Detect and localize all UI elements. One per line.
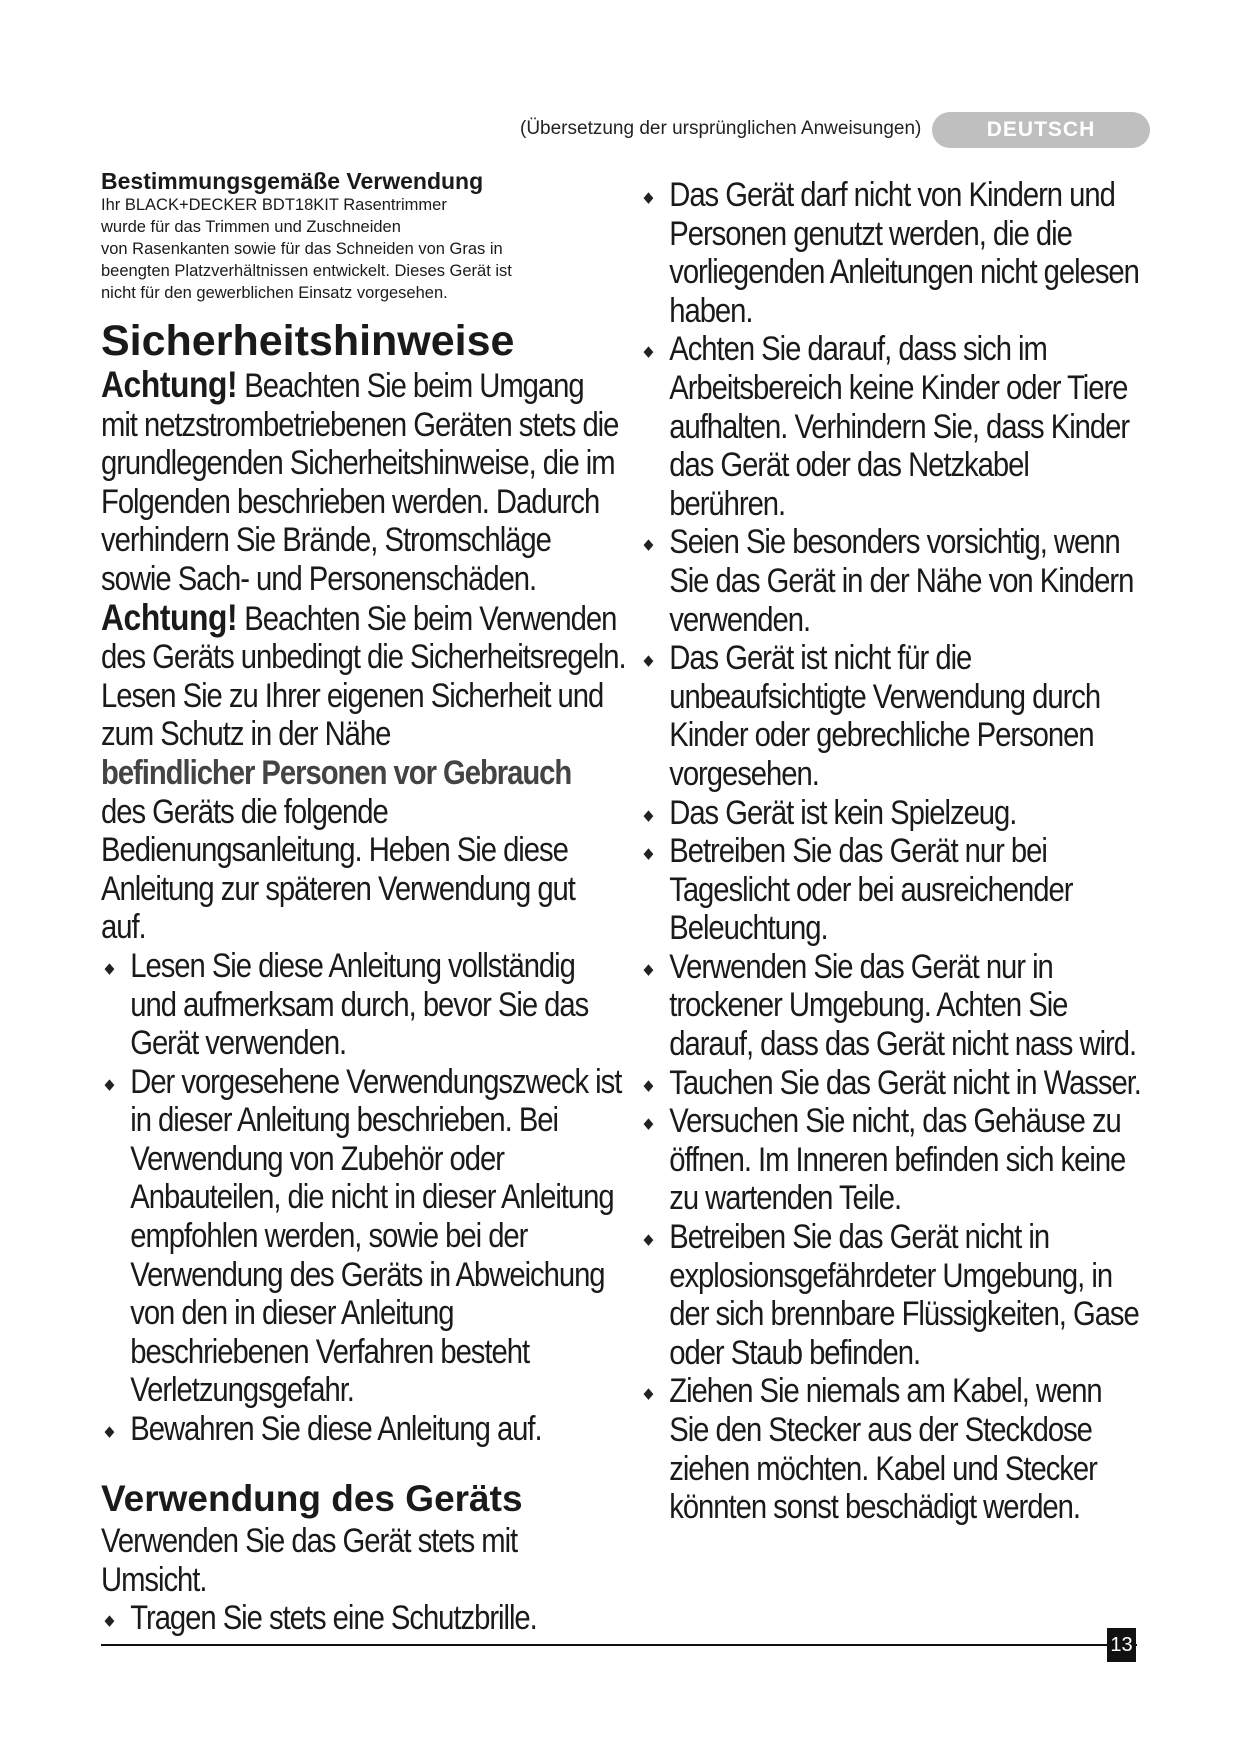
list-item: ◆ Ziehen Sie niemals am Kabel, wenn Sie den Stecker aus der Steckdose ziehen möchten. Kabel und Stecker könnten sonst beschädigt werden. bbox=[640, 1372, 1147, 1526]
list-item: ◆ Verwenden Sie das Gerät nur in trockener Umgebung. Achten Sie darauf, dass das Gerät nicht nass wird. bbox=[640, 948, 1147, 1064]
warning-text: Beachten Sie beim Verwenden des Geräts unbedingt die Sicherheitsregeln. Lesen Sie zu Ihrer eigenen Sicherheit und zum Schutz in der Nähe bbox=[101, 599, 626, 754]
list-item: ◆ Tragen Sie stets eine Schutzbrille. bbox=[101, 1599, 565, 1638]
intended-use-title: Bestimmungsgemäße Verwendung bbox=[101, 168, 484, 194]
language-badge: DEUTSCH bbox=[932, 112, 1150, 148]
list-item: ◆ Betreiben Sie das Gerät nur bei Tageslicht oder bei ausreichender Beleuchtung. bbox=[640, 832, 1147, 948]
usage-body bbox=[101, 1522, 565, 1638]
list-item: ◆ Achten Sie darauf, dass sich im Arbeitsbereich keine Kinder oder Tiere aufhalten. Verhindern Sie, dass Kinder das Gerät oder das Netzkabel berühren. bbox=[640, 330, 1147, 523]
warning-text-bold: befindlicher Personen vor Gebrauch bbox=[101, 753, 572, 792]
list-item: ◆ Lesen Sie diese Anleitung vollständig und aufmerksam durch, bevor Sie das Gerät verwenden. bbox=[101, 947, 626, 1063]
intended-use-line: nicht für den gewerblichen Einsatz vorgesehen. bbox=[101, 284, 448, 302]
list-item: ◆ Das Gerät ist kein Spielzeug. bbox=[640, 794, 1147, 833]
intended-use-line: Ihr BLACK+DECKER BDT18KIT Rasentrimmer bbox=[101, 196, 447, 214]
intended-use-line: von Rasenkanten sowie für das Schneiden von Gras in bbox=[101, 240, 503, 258]
warning-label: Achtung! bbox=[101, 364, 238, 405]
intended-use-text bbox=[101, 194, 601, 304]
page-number: 13 bbox=[1107, 1628, 1136, 1662]
list-item: ◆ Tauchen Sie das Gerät nicht in Wasser. bbox=[640, 1064, 1147, 1103]
list-item: ◆ Der vorgesehene Verwendungszweck ist in dieser Anleitung beschrieben. Bei Verwendung von Zubehör oder Anbauteilen, die nicht in dieser Anleitung empfohlen werden, sowie bei der Verwendung des Geräts in Abweichung von den in dieser Anleitung beschriebenen Verfahren besteht Verletzungsgefahr. bbox=[101, 1063, 626, 1410]
list-item: ◆ Das Gerät ist nicht für die unbeaufsichtigte Verwendung durch Kinder oder gebrechliche Personen vorgesehen. bbox=[640, 639, 1147, 793]
warning-label: Achtung! bbox=[101, 596, 238, 638]
safety-body bbox=[101, 366, 626, 1449]
intended-use-line: wurde für das Trimmen und Zuschneiden bbox=[101, 218, 401, 236]
list-item: ◆ Seien Sie besonders vorsichtig, wenn Sie das Gerät in der Nähe von Kindern verwenden. bbox=[640, 523, 1147, 639]
list-item: ◆ Bewahren Sie diese Anleitung auf. bbox=[101, 1410, 626, 1449]
footer-rule bbox=[101, 1644, 1137, 1646]
safety-heading: Sicherheitshinweise bbox=[101, 317, 515, 365]
warning-paragraph-1 bbox=[101, 366, 626, 599]
usage-text: Verwenden Sie das Gerät stets mit Umsicht. bbox=[101, 1522, 518, 1599]
warning-paragraph-2 bbox=[101, 596, 626, 947]
right-column-list bbox=[640, 176, 1147, 1527]
usage-heading: Verwendung des Geräts bbox=[101, 1478, 523, 1519]
list-item: ◆ Das Gerät darf nicht von Kindern und Personen genutzt werden, die die vorliegenden Anleitungen nicht gelesen haben. bbox=[640, 176, 1147, 330]
warning-text: Beachten Sie beim Umgang mit netzstrombetriebenen Geräten stets die grundlegenden Sicherheitshinweise, die im Folgenden beschrieben werden. Dadurch verhindern Sie Brände, Stromschläge sowie Sach- und Personenschäden. bbox=[101, 367, 619, 598]
warning-text: des Geräts die folgende Bedienungsanleitung. Heben Sie diese Anleitung zur späteren Verwendung gut auf. bbox=[101, 792, 575, 947]
list-item: ◆ Versuchen Sie nicht, das Gehäuse zu öffnen. Im Inneren befinden sich keine zu wartenden Teile. bbox=[640, 1102, 1147, 1218]
intended-use-line: beengten Platzverhältnissen entwickelt. Dieses Gerät ist bbox=[101, 262, 512, 280]
translation-note: (Übersetzung der ursprünglichen Anweisungen) bbox=[520, 118, 922, 139]
list-item: ◆ Betreiben Sie das Gerät nicht in explosionsgefährdeter Umgebung, in der sich brennbare Flüssigkeiten, Gase oder Staub befinden. bbox=[640, 1218, 1147, 1372]
